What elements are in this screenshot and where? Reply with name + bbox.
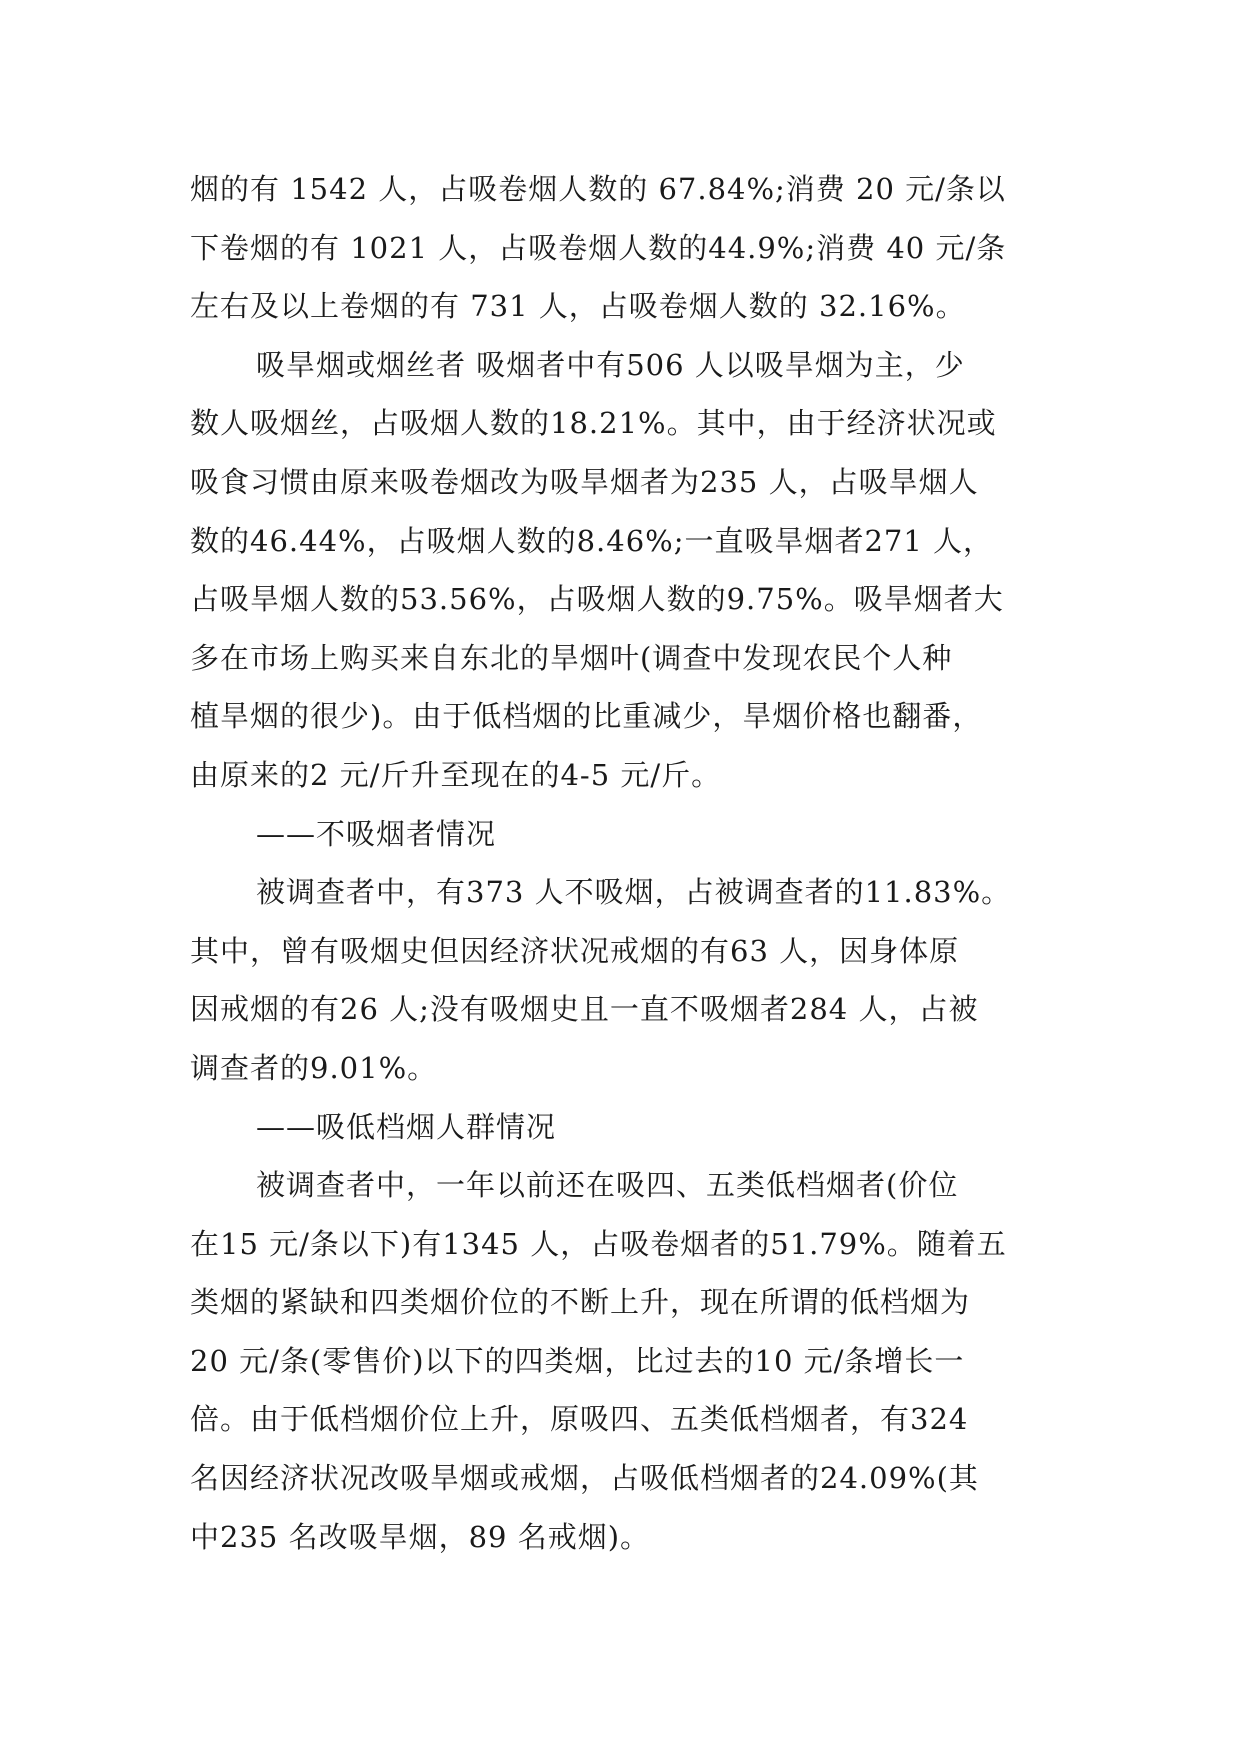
text-line: 吸食习惯由原来吸卷烟改为吸旱烟者为235 人，占吸旱烟人 xyxy=(190,464,979,499)
text-line: 植旱烟的很少)。由于低档烟的比重减少，旱烟价格也翻番， xyxy=(190,699,983,734)
text-line: 在15 元/条以下)有1345 人，占吸卷烟者的51.79%。随着五 xyxy=(190,1226,1007,1261)
text-line: 因戒烟的有26 人;没有吸烟史且一直不吸烟者284 人，占被 xyxy=(190,992,979,1027)
text-line: 多在市场上购买来自东北的旱烟叶(调查中发现农民个人种 xyxy=(190,640,953,675)
paragraph-start-line: 被调查者中，有373 人不吸烟，占被调查者的11.83%。 xyxy=(256,875,1012,910)
text-line: 中235 名改吸旱烟，89 名戒烟)。 xyxy=(190,1519,651,1554)
text-line: 数的46.44%，占吸烟人数的8.46%;一直吸旱烟者271 人， xyxy=(190,523,994,558)
text-line: 20 元/条(零售价)以下的四类烟，比过去的10 元/条增长一 xyxy=(190,1343,965,1378)
text-line: 由原来的2 元/斤升至现在的4-5 元/斤。 xyxy=(190,757,722,792)
section-heading: ——不吸烟者情况 xyxy=(256,816,497,851)
text-line: 左右及以上卷烟的有 731 人，占吸卷烟人数的 32.16%。 xyxy=(190,289,966,324)
text-line: 占吸旱烟人数的53.56%，占吸烟人数的9.75%。吸旱烟者大 xyxy=(190,582,1004,617)
text-line: 倍。由于低档烟价位上升，原吸四、五类低档烟者，有324 xyxy=(190,1402,969,1437)
paragraph-start-line: 被调查者中，一年以前还在吸四、五类低档烟者(价位 xyxy=(256,1168,959,1203)
text-line: 类烟的紧缺和四类烟价位的不断上升，现在所谓的低档烟为 xyxy=(190,1285,971,1320)
section-heading: ——吸低档烟人群情况 xyxy=(256,1109,557,1144)
text-line: 名因经济状况改吸旱烟或戒烟，占吸低档烟者的24.09%(其 xyxy=(190,1461,979,1496)
text-line: 下卷烟的有 1021 人，占吸卷烟人数的44.9%;消费 40 元/条 xyxy=(190,230,1007,265)
document-body xyxy=(190,160,1060,1566)
text-line: 烟的有 1542 人，占吸卷烟人数的 67.84%;消费 20 元/条以 xyxy=(190,172,1006,206)
text-line: 其中，曾有吸烟史但因经济状况戒烟的有63 人，因身体原 xyxy=(190,933,960,968)
text-line: 调查者的9.01%。 xyxy=(190,1050,438,1085)
text-line: 数人吸烟丝，占吸烟人数的18.21%。其中，由于经济状况或 xyxy=(190,406,997,441)
paragraph-start-line: 吸旱烟或烟丝者 吸烟者中有506 人以吸旱烟为主，少 xyxy=(256,347,965,382)
